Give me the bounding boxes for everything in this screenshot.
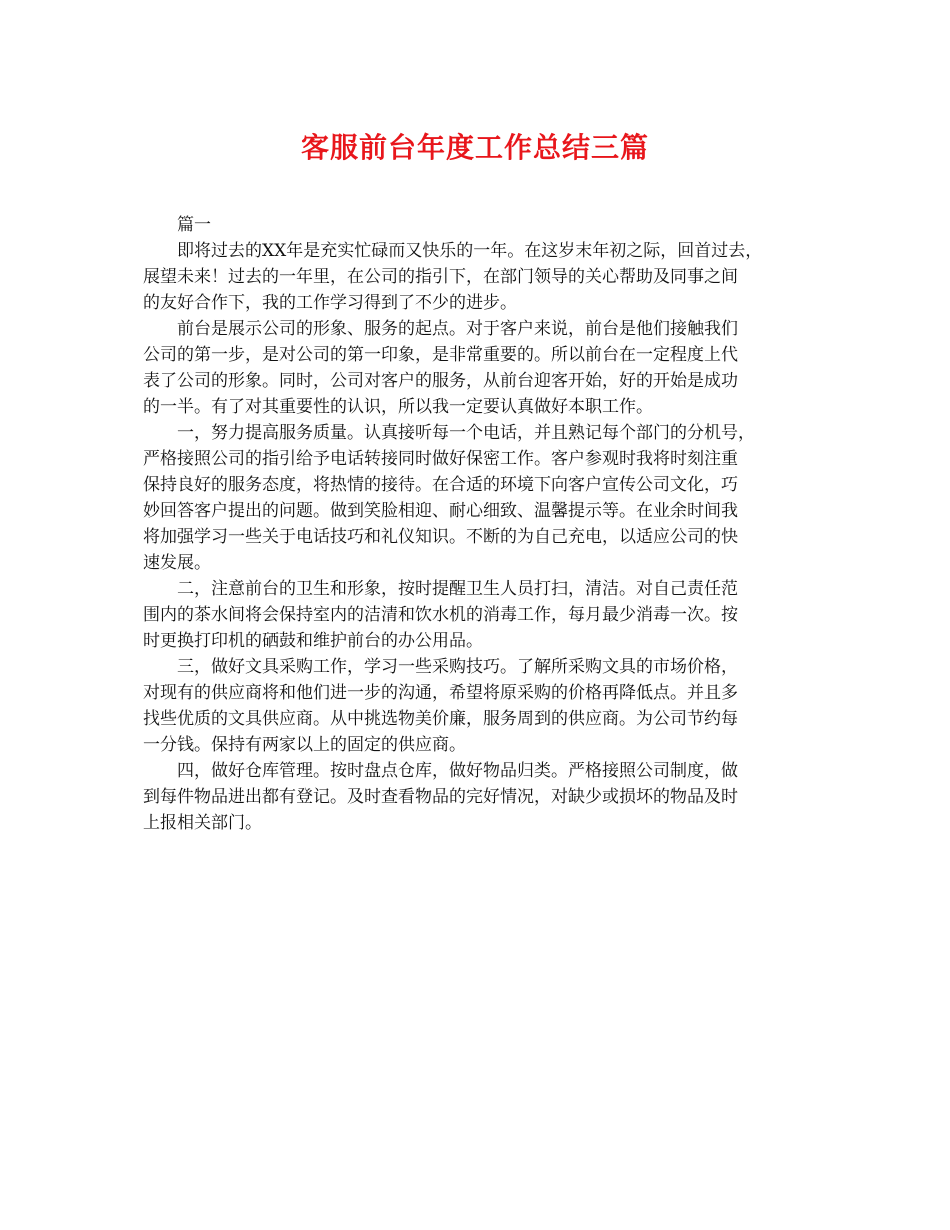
paragraph-line: 将加强学习一些关于电话技巧和礼仪知识。不断的为自己充电，以适应公司的快: [143, 527, 738, 547]
paragraph-line: 表了公司的形象。同时，公司对客户的服务，从前台迎客开始，好的开始是成功: [143, 371, 738, 391]
paragraph-line: 保持良好的服务态度，将热情的接待。在合适的环境下向客户宣传公司文化，巧: [143, 475, 738, 495]
paragraph-line: 妙回答客户提出的问题。做到笑脸相迎、耐心细致、温馨提示等。在业余时间我: [143, 501, 738, 521]
paragraph-line: 速发展。: [143, 553, 211, 573]
paragraph-line: 到每件物品进出都有登记。及时查看物品的完好情况，对缺少或损坏的物品及时: [143, 787, 738, 807]
paragraph-line: 前台是展示公司的形象、服务的起点。对于客户来说，前台是他们接触我们: [177, 319, 738, 339]
document-title: 客服前台年度工作总结三篇: [300, 131, 649, 164]
paragraph-line: 找些优质的文具供应商。从中挑选物美价廉，服务周到的供应商。为公司节约每: [143, 709, 738, 729]
paragraph-line: 公司的第一步，是对公司的第一印象，是非常重要的。所以前台在一定程度上代: [143, 345, 738, 365]
paragraph-line: 严格接照公司的指引给予电话转接同时做好保密工作。客户参观时我将时刻注重: [143, 449, 738, 469]
paragraph-line: 上报相关部门。: [143, 813, 262, 833]
section-heading: 篇一: [177, 215, 211, 235]
paragraph-line: 的友好合作下，我的工作学习得到了不少的进步。: [143, 293, 517, 313]
paragraph-line: 时更换打印机的硒鼓和维护前台的办公用品。: [143, 631, 483, 651]
paragraph-line: 对现有的供应商将和他们进一步的沟通，希望将原采购的价格再降低点。并且多: [143, 683, 738, 703]
paragraph-line: 展望未来！过去的一年里，在公司的指引下，在部门领导的关心帮助及同事之间: [143, 267, 738, 287]
paragraph-line: 即将过去的XX年是充实忙碌而又快乐的一年。在这岁末年初之际，回首过去，: [177, 241, 763, 261]
paragraph-line: 一，努力提高服务质量。认真接听每一个电话，并且熟记每个部门的分机号，: [177, 423, 755, 443]
paragraph-line: 一分钱。保持有两家以上的固定的供应商。: [143, 735, 466, 755]
paragraph-line: 的一半。有了对其重要性的认识，所以我一定要认真做好本职工作。: [143, 397, 653, 417]
paragraph-line: 围内的茶水间将会保持室内的洁清和饮水机的消毒工作，每月最少消毒一次。按: [143, 605, 738, 625]
paragraph-line: 二，注意前台的卫生和形象，按时提醒卫生人员打扫，清洁。对自己责任范: [177, 579, 738, 599]
paragraph-line: 四，做好仓库管理。按时盘点仓库，做好物品归类。严格接照公司制度，做: [177, 761, 738, 781]
document-body: [143, 200, 813, 836]
paragraph-line: 三，做好文具采购工作，学习一些采购技巧。了解所采购文具的市场价格，: [177, 657, 738, 677]
